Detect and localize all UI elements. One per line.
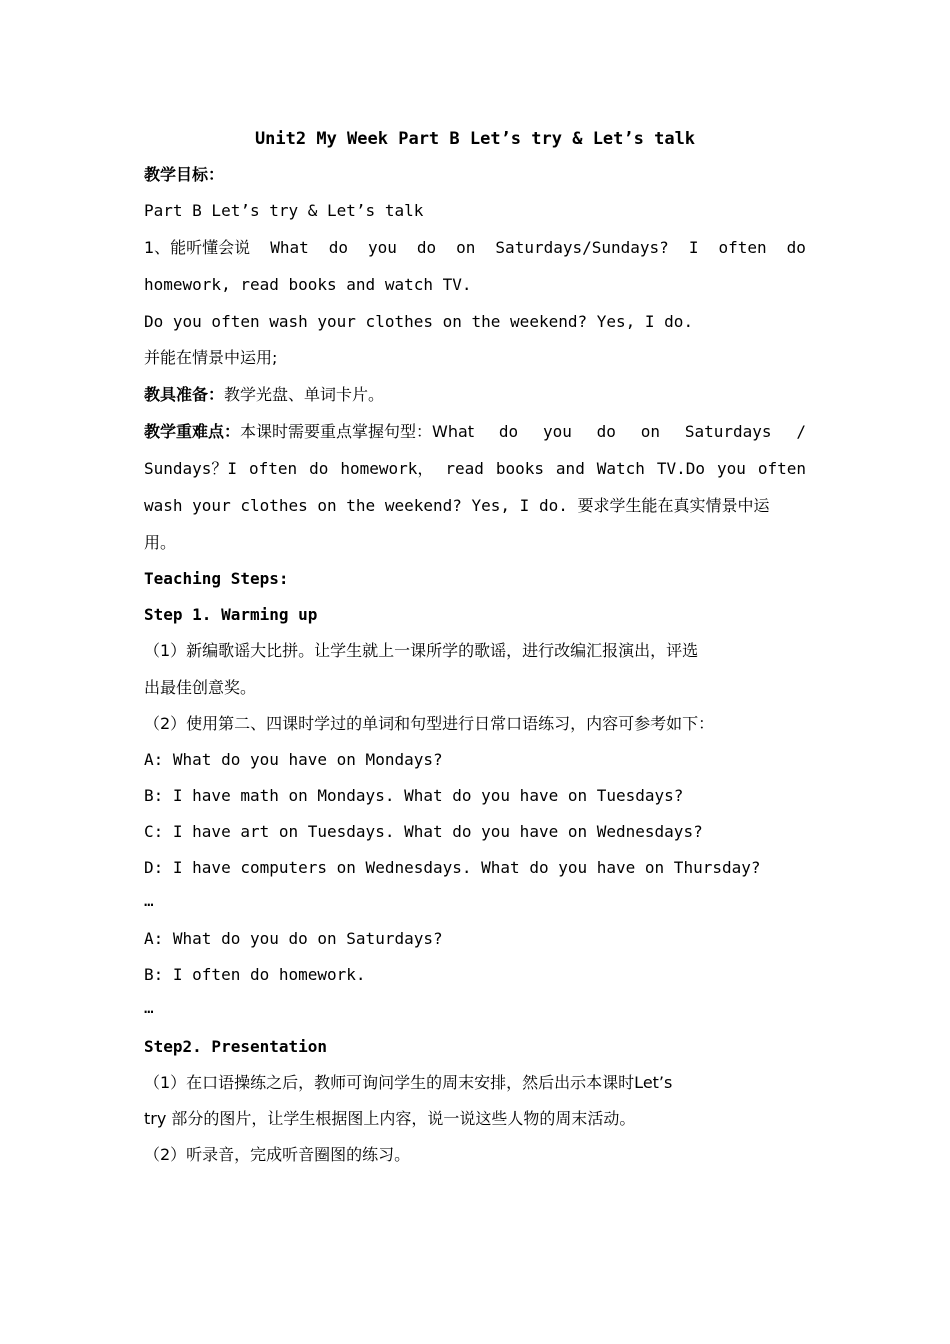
key-points-word: do	[498, 422, 519, 441]
key-points-word: Watch	[596, 459, 645, 478]
step-2-item-2: （2）听录音，完成听音圈图的练习。	[144, 1145, 411, 1164]
key-points-word: Sundays？I	[144, 459, 238, 478]
key-points-word: on	[640, 422, 661, 441]
key-points-line-4: 用。	[144, 533, 177, 552]
step-1-heading: Step 1. Warming up	[144, 605, 318, 624]
key-points-word: Saturdays	[684, 422, 772, 441]
step-1-item-1-line-1: （1）新编歌谣大比拼。让学生就上一课所学的歌谣，进行改编汇报演出，评选	[144, 641, 699, 660]
prep-line	[144, 384, 384, 406]
ellipsis: …	[144, 998, 154, 1017]
dialogue-line: B: I often do homework.	[144, 965, 366, 984]
step-2-heading: Step2. Presentation	[144, 1037, 328, 1056]
step-2-item-1-line-2: try 部分的图片，让学生根据图上内容，说一说这些人物的周末活动。	[144, 1109, 636, 1128]
objective-1-word: What	[270, 238, 309, 257]
dialogue-line: B: I have math on Mondays. What do you have on Tuesdays?	[144, 786, 684, 805]
objective-1-line-1	[144, 237, 806, 259]
objective-1-line-3: Do you often wash your clothes on the weekend? Yes, I do.	[144, 312, 694, 331]
key-points-first	[144, 421, 474, 443]
objective-1-word: 1、能听懂会说	[144, 238, 251, 257]
prep-label: 教具准备：	[144, 385, 225, 404]
objectives-part: Part B Let’s try & Let’s talk	[144, 201, 424, 220]
objective-1-word: do	[328, 238, 348, 257]
key-points-word: read	[445, 459, 484, 478]
prep-text: 教学光盘、单词卡片。	[224, 385, 385, 404]
dialogue-line: A: What do you have on Mondays?	[144, 750, 443, 769]
key-points-word: TV.Do	[656, 459, 706, 478]
key-points-word: do	[596, 422, 616, 441]
objectives-heading: 教学目标：	[144, 165, 225, 184]
key-points-word: homework，	[340, 459, 434, 478]
objective-1-word: do	[416, 238, 437, 257]
teaching-steps-heading: Teaching Steps:	[144, 569, 289, 588]
objective-1-line-2: homework, read books and watch TV.	[144, 275, 472, 294]
objective-1-word: you	[367, 238, 397, 257]
step-1-item-2: （2）使用第二、四课时学过的单词和句型进行日常口语练习，内容可参考如下：	[144, 714, 715, 733]
key-points-word: books	[495, 459, 544, 478]
key-points-word: you	[716, 459, 746, 478]
step-1-item-1-line-2: 出最佳创意奖。	[144, 678, 257, 697]
objective-1-word: on	[456, 238, 476, 257]
step-2-item-1-line-1: （1）在口语操练之后，教师可询问学生的周末安排，然后出示本课时Let’s	[144, 1073, 673, 1092]
key-points-line-1	[144, 421, 806, 443]
document-title: Unit2 My Week Part B Let’s try & Let’s talk	[254, 129, 696, 149]
objective-1-word: I	[688, 238, 699, 257]
key-points-line-3: wash your clothes on the weekend? Yes, I do. 要求学生能在真实情景中运	[144, 496, 770, 515]
key-points-label: 教学重难点：	[144, 422, 241, 441]
dialogue-line: C: I have art on Tuesdays. What do you have on Wednesdays?	[144, 822, 703, 841]
ellipsis: …	[144, 891, 154, 910]
key-points-word: and	[555, 459, 585, 478]
objective-1-word: Saturdays/Sundays?	[495, 238, 669, 257]
key-points-word: often	[757, 459, 806, 478]
key-points-word: 本课时需要重点掌握句型：What	[240, 422, 475, 441]
key-points-word: you	[542, 422, 572, 441]
key-points-word: often	[249, 459, 298, 478]
key-points-word: do	[309, 459, 329, 478]
objective-1-line-4: 并能在情景中运用;	[144, 348, 278, 367]
key-points-line-2	[144, 458, 806, 480]
dialogue-line: A: What do you do on Saturdays?	[144, 929, 443, 948]
objective-1-word: often	[718, 238, 767, 257]
key-points-word: /	[796, 422, 806, 441]
dialogue-line: D: I have computers on Wednesdays. What do you have on Thursday?	[144, 858, 761, 877]
objective-1-word: do	[786, 238, 806, 257]
